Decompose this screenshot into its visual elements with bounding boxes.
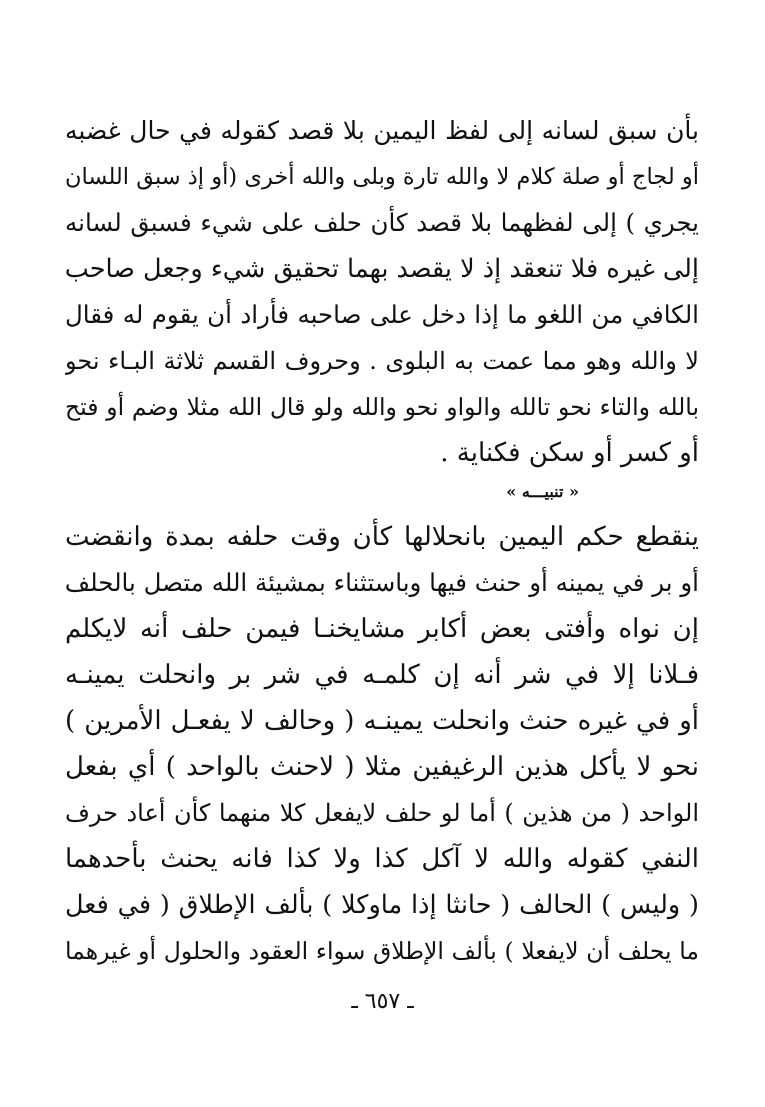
text-line: أو كسر أو سكن فكناية . [440,438,699,468]
text-line: نحو لا يأكل هذين الرغيفين مثلا ( لاحنث بالواحد ) أي بفعل [65,752,699,782]
text-line: يجري ) إلى لفظهما بلا قصد كأن حلف على شيء فسبق لسانه [65,208,699,237]
text-line: بالله والتاء نحو تالله والواو نحو والله ولو قال الله مثلا وضم أو فتح [65,393,699,421]
page-number: ـ ٦٥٧ ـ [351,989,414,1014]
text-line: فـلانا إلا في شر أنه إن كلمـه في شر بر وانحلت يمينـه [65,660,699,690]
text-line: ( وليس ) الحالف ( حانثا إذا ماوكلا ) بألف الإطلاق ( في فعل [65,890,699,920]
text-line: أو في غيره حنث وانحلت يمينـه ( وحالف لا يفعـل الأمرين ) [65,706,699,736]
section-heading: « تنبيـــه » [506,482,579,501]
text-line: بأن سبق لسانه إلى لفظ اليمين بلا قصد كقوله في حال غضبه [65,116,699,145]
text-line: إن نواه وأفتى بعض أكابر مشايخنـا فيمن حلف أنه لايكلم [65,614,699,644]
text-line: إلى غيره فلا تنعقد إذ لا يقصد بهما تحقيق شيء وجعل صاحب [65,254,699,284]
text-line: أو لجاج أو صلة كلام لا والله تارة وبلى والله أخرى (أو إذ سبق اللسان [65,164,699,190]
text-line: ينقطع حكم اليمين بانحلالها كأن وقت حلفه بمدة وانقضت [65,522,699,552]
text-line: النفي كقوله والله لا آكل كذا ولا كذا فانه يحنث بأحدهما [65,844,699,874]
text-line: ما يحلف أن لايفعلا ) بألف الإطلاق سواء العقود والحلول أو غيرهما [65,937,699,965]
text-line: الواحد ( من هذين ) أما لو حلف لايفعل كلا منهما كأن أعاد حرف [65,799,699,827]
text-line: لا والله وهو مما عمت به البلوى . وحروف القسم ثلاثة البـاء نحو [65,347,699,375]
text-line: الكافي من اللغو ما إذا دخل على صاحبه فأراد أن يقوم له فقال [65,300,699,329]
text-line: أو بر في يمينه أو حنث فيها وباستثناء بمشيئة الله متصل بالحلف [65,568,699,597]
